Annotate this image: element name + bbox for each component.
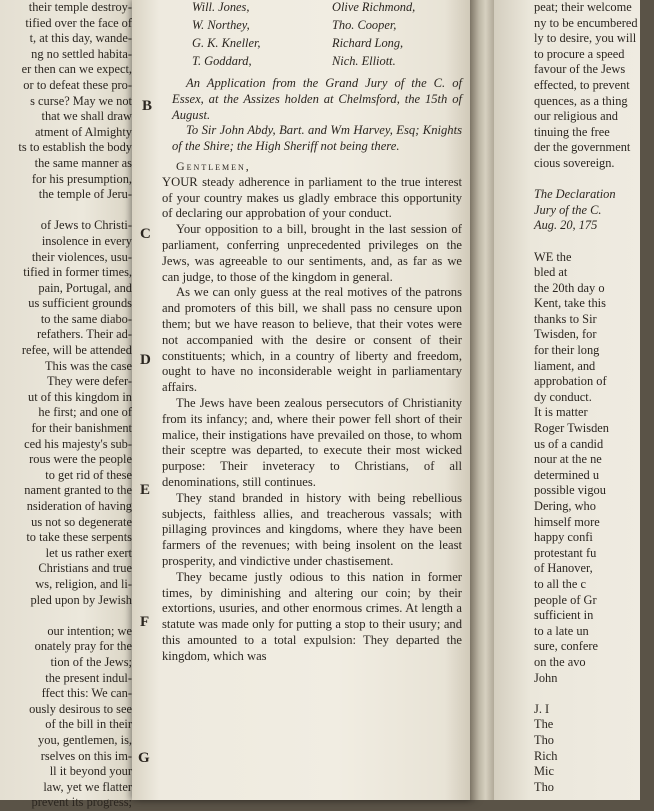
right-column-line: dy conduct. — [534, 389, 592, 404]
left-column-line: prevent its progress; — [31, 795, 132, 810]
left-column-line: tified in former times, — [23, 265, 132, 280]
right-column-line: ly to desire, you will — [534, 31, 637, 46]
signer-name: Nich. Elliott. — [332, 54, 396, 68]
left-column-line: ced his majesty's sub- — [24, 436, 132, 451]
salutation: Gentlemen, — [176, 158, 251, 173]
right-column-line: happy confi — [534, 530, 593, 545]
left-column-line: atment of Almighty — [34, 124, 132, 139]
left-column-line: They were defer- — [46, 374, 132, 389]
left-column-line: t, at this day, wande- — [29, 31, 132, 46]
left-column-line: for his presumption, — [31, 171, 132, 186]
right-column-line: protestant fu — [534, 545, 597, 560]
marginal-letter-d: D — [140, 352, 151, 368]
right-column-line: to procure a speed — [534, 46, 625, 61]
left-column-line: tion of the Jews; — [50, 654, 132, 669]
application-title: An Application from the Grand Jury of the C. of Essex, at the Assizes holden at Chelmsford, the 15th of August. — [172, 76, 462, 122]
left-column-line: rselves on this im- — [40, 748, 132, 763]
right-column-line: der the government — [534, 140, 631, 155]
left-column-line: he first; and one of — [38, 405, 132, 420]
right-column-line: to all the c — [534, 576, 586, 591]
book-gutter — [470, 0, 496, 800]
right-column-line: The — [534, 717, 554, 732]
right-column-line: himself more — [534, 514, 600, 529]
article-body — [162, 76, 462, 664]
right-column-line: thanks to Sir — [534, 311, 597, 326]
left-column-line: This was the case — [44, 358, 132, 373]
left-column-line: refee, will be attended — [21, 343, 132, 358]
left-column-line: ut of this kingdom in — [28, 389, 132, 404]
right-column-line: quences, as a thing — [534, 93, 628, 108]
address-line: To Sir John Abdy, Bart. and Wm Harvey, Esq; Knights of the Shire; the High Sheriff not being there. — [172, 123, 462, 154]
right-column-line: to a late un — [534, 623, 589, 638]
left-column-line: of Jews to Christi- — [40, 218, 132, 233]
left-column-line: of the bill in their — [45, 717, 132, 732]
left-column-line: the present indul- — [45, 670, 132, 685]
right-column-line: WE the — [534, 249, 572, 264]
right-column-line: J. I — [534, 701, 550, 716]
right-column-line: on the avo — [534, 654, 586, 669]
signer-name: Olive Richmond, — [332, 0, 416, 14]
left-column-line: the temple of Jeru- — [38, 187, 132, 202]
paragraph-6: They became justly odious to this nation in former times, by diminishing and altering our coin; by their extortions, usuries, and other enormous crimes. At length a statute was made only for putting a stop to their usury; and this amounted to a total expulsion: They departed the kingdom, which was — [162, 569, 462, 663]
left-column-line: nament granted to the — [24, 483, 132, 498]
left-column-line: to take these serpents — [26, 530, 132, 545]
left-column-text — [0, 0, 132, 811]
right-page — [494, 0, 640, 800]
right-column-line: Tho — [534, 779, 554, 794]
left-column-line: s curse? May we not — [30, 93, 132, 108]
signature-list — [192, 0, 472, 72]
right-column-line: Tho — [534, 732, 554, 747]
signature-row — [192, 54, 472, 72]
right-column-line: sufficient in — [534, 608, 594, 623]
left-column-line: us sufficient grounds — [28, 296, 132, 311]
left-column-line: ng no settled habita- — [31, 46, 132, 61]
right-column-line: tinuing the free — [534, 124, 610, 139]
marginal-letter-e: E — [140, 482, 151, 498]
left-column-line: ws, religion, and li- — [35, 576, 132, 591]
left-column-line: their temple destroy- — [28, 0, 132, 14]
left-column-line: insolence in every — [41, 233, 132, 248]
right-column-line: effected, to prevent — [534, 77, 630, 92]
marginal-letter-b: B — [142, 98, 153, 114]
right-column-line: liament, and — [534, 358, 596, 373]
left-column-line: for their banishment — [31, 421, 132, 436]
left-column-line: refathers. Their ad- — [36, 327, 132, 342]
right-column-line: John — [534, 670, 558, 685]
left-column-line: ffect this: We can- — [41, 686, 132, 701]
right-column-line: possible vigou — [534, 483, 606, 498]
left-column-line: to get rid of these — [45, 467, 132, 482]
signer-name: G. K. Kneller, — [192, 36, 261, 50]
left-column-line: the same manner as — [34, 155, 132, 170]
right-column-line: It is matter — [534, 405, 588, 420]
right-column-line: for their long — [534, 343, 600, 358]
right-column-line: peat; their welcome — [534, 0, 632, 14]
right-column-line: nour at the ne — [534, 452, 602, 467]
signer-name: Richard Long, — [332, 36, 404, 50]
left-column-line: Christians and true — [38, 561, 132, 576]
signature-row — [192, 0, 472, 18]
right-column-text — [534, 0, 654, 795]
left-column-line: pain, Portugal, and — [38, 280, 132, 295]
right-column-line: determined u — [534, 467, 600, 482]
left-column-line: law, yet we flatter — [43, 779, 132, 794]
left-column-line — [0, 608, 132, 624]
paragraph-2: Your opposition to a bill, brought in the last session of parliament, conferring unprecedented privileges on the Jews, was agreeable to our sentiments, and, as far as we can judge, to those of the kingdom in general. — [162, 222, 462, 284]
right-column-line: Kent, take this — [534, 296, 606, 311]
right-column-line — [534, 686, 654, 702]
left-column-line: our intention; we — [47, 623, 132, 638]
left-column-line: onately pray for the — [34, 639, 132, 654]
paragraph-5: They stand branded in history with being rebellious subjects, faithless allies, and treacherous vassals; with pillaging provinces and kingdoms, where they have been farmers of the revenues; with being insolent on the least prosperity, and vindictive under chastisement. — [162, 490, 462, 568]
marginal-letter-g: G — [138, 750, 150, 766]
left-column-line: nsideration of having — [26, 499, 132, 513]
left-column-line: er then can we expect, — [21, 62, 132, 77]
left-column-line: or to defeat these pro- — [23, 77, 132, 92]
paragraph-1 — [162, 175, 462, 222]
right-column-line: sure, confere — [534, 639, 598, 654]
left-column-line: pled upon by Jewish — [30, 592, 132, 607]
marginal-letter-f: F — [140, 614, 150, 630]
paragraph-3: As we can only guess at the real motives of the patrons and promoters of this bill, we shall pass no censure upon them; but we have reason to believe, that their votes were not accompanied with the desire or consent of their constituents; which, in a country of liberty and freedom, ought to have no inconsiderable weight in parliamentary affairs. — [162, 285, 462, 395]
signer-name: T. Goddard, — [192, 54, 252, 68]
right-column-line: the 20th day o — [534, 280, 605, 295]
signer-name: W. Northey, — [192, 18, 250, 32]
right-column-line: cious sovereign. — [534, 155, 615, 170]
right-column-line: ny to be encumbered — [534, 15, 638, 30]
right-column-line: of Hanover, — [534, 561, 593, 576]
left-column-line: rous were the people — [29, 452, 132, 467]
signature-row — [192, 36, 472, 54]
signature-row — [192, 18, 472, 36]
right-column-line: people of Gr — [534, 592, 597, 607]
right-column-line: approbation of — [534, 374, 607, 389]
paragraph-4: The Jews have been zealous persecutors of Christianity from its infancy; and, where their power fell short of their malice, their instigations have prevailed on those, to whom their sceptre was departed, to execute their most wicked purpose: Their inveteracy to Christians, of all denominations, still continues. — [162, 395, 462, 489]
left-column-line: you, gentlemen, is, — [38, 732, 132, 747]
left-column-line — [0, 203, 132, 219]
right-column-line: favour of the Jews — [534, 62, 626, 77]
marginal-letter-c: C — [140, 226, 151, 242]
right-column-line: our religious and — [534, 109, 618, 124]
right-column-line: Dering, who — [534, 499, 596, 513]
left-column-line: to the same diabo- — [40, 311, 132, 326]
right-column-line: bled at — [534, 265, 568, 280]
right-column-line: us of a candid — [534, 436, 604, 451]
right-column-line: Roger Twisden — [534, 421, 609, 436]
right-column-line — [534, 172, 654, 188]
right-column-line: Mic — [534, 764, 554, 779]
left-column-line: ll it beyond your — [49, 764, 132, 779]
left-column-line: their violences, usu- — [31, 249, 132, 264]
left-column-line: let us rather exert — [45, 545, 132, 560]
left-column-line: that we shall draw — [41, 109, 132, 124]
left-column-line: tified over the face of — [25, 15, 132, 30]
right-column-line: Jury of the C. — [534, 202, 602, 217]
left-column-line: us not so degenerate — [31, 514, 132, 529]
left-column-line: ously desirous to see — [29, 701, 132, 716]
signer-name: Will. Jones, — [192, 0, 250, 14]
center-page — [132, 0, 472, 800]
right-column-line: Rich — [534, 748, 558, 763]
right-column-line: Twisden, for — [534, 327, 597, 342]
right-column-line: Aug. 20, 175 — [534, 218, 598, 233]
right-column-line: The Declaration — [534, 187, 616, 202]
left-page — [0, 0, 138, 810]
right-column-line — [534, 234, 654, 250]
paragraph-1-text: YOUR steady adherence in parliament to the true interest of your country makes us gladly embrace this opportunity of declaring our approbation of your conduct. — [162, 174, 462, 221]
signer-name: Tho. Cooper, — [332, 18, 397, 32]
left-column-line: ts to establish the body — [18, 140, 132, 155]
